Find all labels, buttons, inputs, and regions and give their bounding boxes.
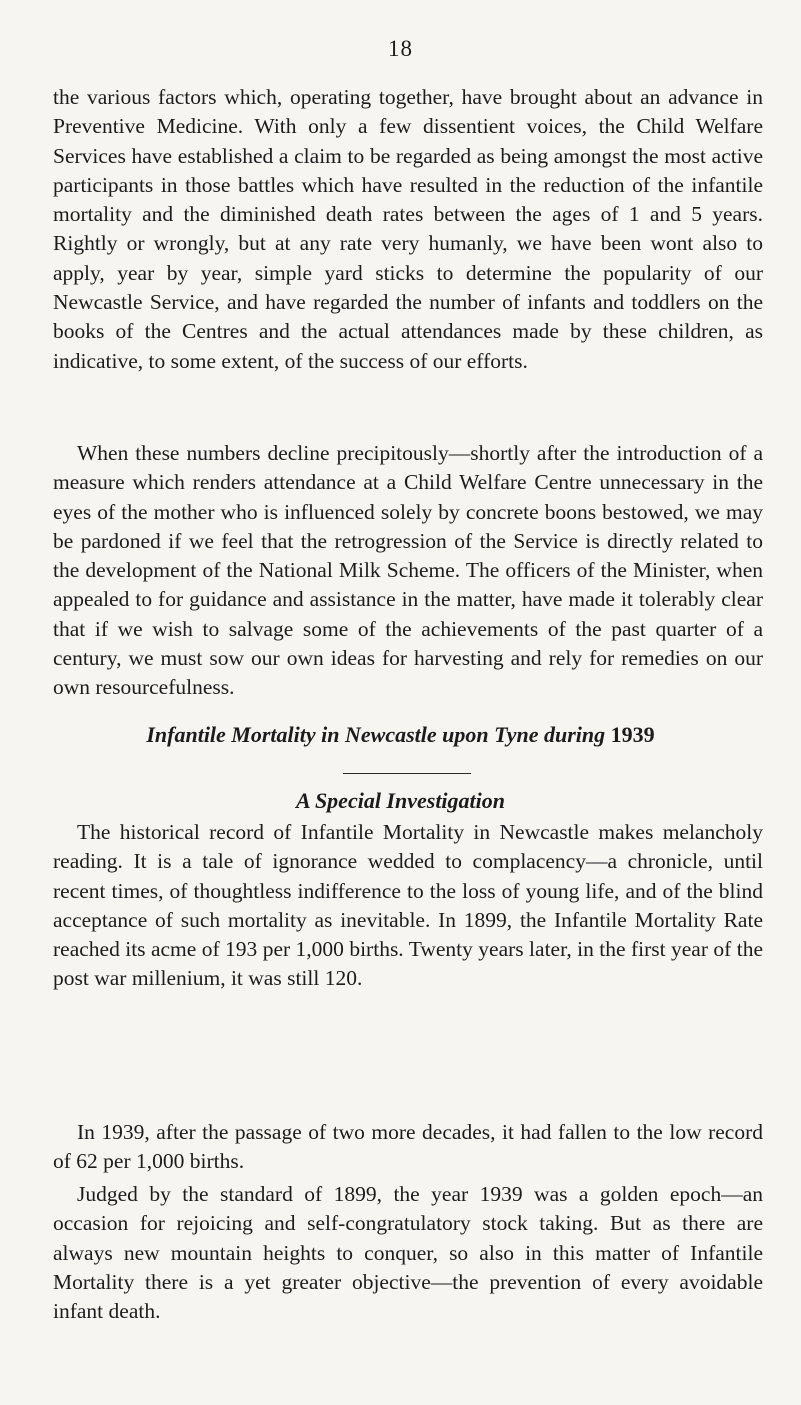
- page-number: 18: [388, 36, 413, 61]
- section-subtitle: A Special Investigation: [295, 788, 506, 813]
- paragraph-historical-record: The historical record of Infantile Mortality in Newcastle makes melancholy reading. It is a tale of ignorance wedded to complacency—a chronicle, until recent times, of thoughtless indifference to the loss of young life, and of the blind acceptance of such mortality as inevitable. In 1899, the Infantile Mortality Rate reached its acme of 193 per 1,000 births. Twenty years later, in the first year of the post war millenium, it was still 120.: [53, 820, 763, 991]
- paragraph-golden-epoch: Judged by the standard of 1899, the year 1939 was a golden epoch—an occasion for rejoicing and self-congratulatory stock taking. But as there are always new mountain heights to conquer, so also in this matter of Infantile Mortality there is a yet greater objective—the prevention of every avoidable infant death.: [53, 1182, 763, 1324]
- section-title-year: 1939: [610, 722, 655, 747]
- paragraph-milk-scheme: When these numbers decline precipitously—shortly after the introduction of a measure which renders attendance at a Child Welfare Centre unnecessary in the eyes of the mother who is influenced solely by concrete boons bestowed, we may be pardoned if we feel that the retrogression of the Service is directly related to the development of the National Milk Scheme. The officers of the Minister, when appealed to for guidance and assistance in the matter, have made it tolerably clear that if we wish to salvage some of the achievements of the past quarter of a century, we must sow our own ideas for harvesting and rely for remedies on our own resourcefulness.: [53, 441, 763, 700]
- paragraph-1939-rate: In 1939, after the passage of two more decades, it had fallen to the low record of 62 per 1,000 births.: [53, 1120, 763, 1174]
- section-divider: [343, 773, 471, 774]
- section-title-text: Infantile Mortality in Newcastle upon Tyne during: [146, 722, 606, 747]
- section-title: [0, 722, 801, 748]
- paragraph-preventive-medicine: the various factors which, operating together, have brought about an advance in Preventive Medicine. With only a few dissentient voices, the Child Welfare Services have established a claim to be regarded as being amongst the most active participants in those battles which have resulted in the reduction of the infantile mortality and the diminished death rates between the ages of 1 and 5 years. Rightly or wrongly, but at any rate very humanly, we have been wont also to apply, year by year, simple yard sticks to determine the popularity of our Newcastle Service, and have regarded the number of infants and toddlers on the books of the Centres and the actual attendances made by these children, as indicative, to some extent, of the success of our efforts.: [53, 85, 763, 373]
